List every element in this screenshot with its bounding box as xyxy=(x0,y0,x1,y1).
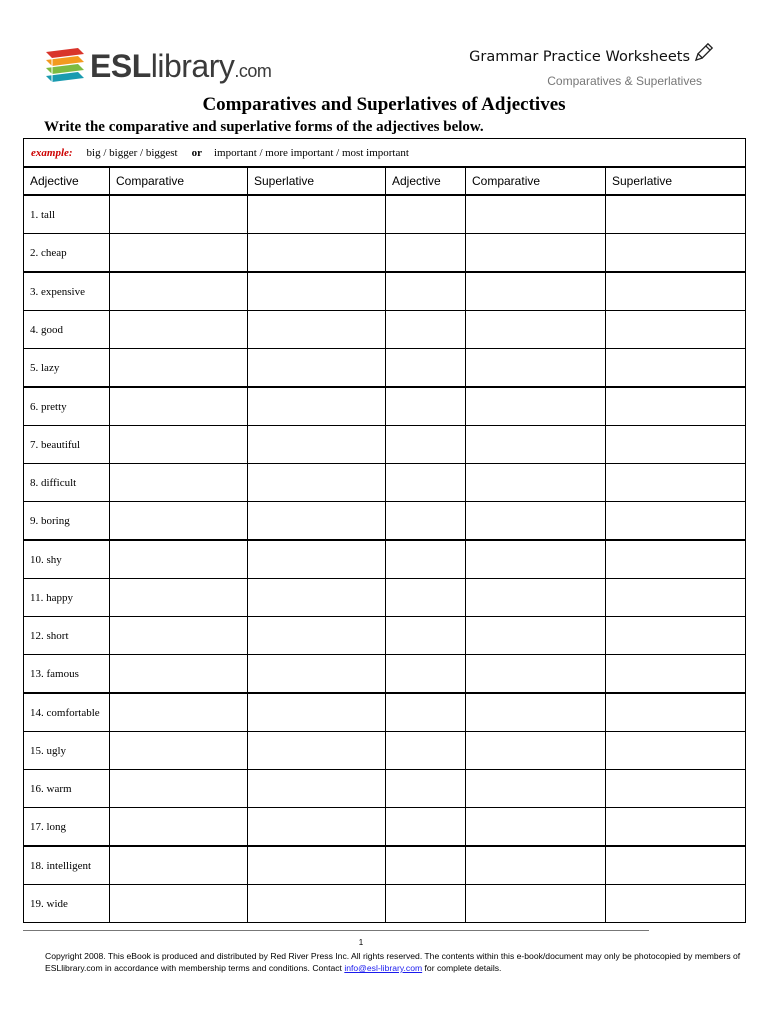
adjective-answer-cell[interactable] xyxy=(386,387,466,426)
adjective-answer-cell[interactable] xyxy=(386,272,466,311)
superlative-answer-cell-2[interactable] xyxy=(606,195,746,234)
comparative-answer-cell-2[interactable] xyxy=(466,846,606,885)
comparative-answer-cell-2[interactable] xyxy=(466,349,606,388)
page-title: Comparatives and Superlatives of Adjectives xyxy=(202,94,566,115)
superlative-answer-cell[interactable] xyxy=(248,234,386,273)
footer-divider xyxy=(23,930,649,931)
table-row xyxy=(24,195,746,234)
adjective-answer-cell[interactable] xyxy=(386,502,466,541)
adjective-answer-cell[interactable] xyxy=(386,655,466,694)
superlative-answer-cell-2[interactable] xyxy=(606,655,746,694)
comparative-answer-cell-2[interactable] xyxy=(466,579,606,617)
adjective-cell: 8. difficult xyxy=(24,464,110,502)
superlative-answer-cell[interactable] xyxy=(248,195,386,234)
superlative-answer-cell-2[interactable] xyxy=(606,426,746,464)
table-row xyxy=(24,234,746,273)
logo-brand-regular: library xyxy=(150,48,235,84)
superlative-answer-cell[interactable] xyxy=(248,655,386,694)
example-cell xyxy=(24,139,746,168)
comparative-answer-cell[interactable] xyxy=(110,349,248,388)
superlative-answer-cell-2[interactable] xyxy=(606,579,746,617)
superlative-answer-cell[interactable] xyxy=(248,464,386,502)
superlative-answer-cell[interactable] xyxy=(248,502,386,541)
superlative-answer-cell[interactable] xyxy=(248,272,386,311)
worksheet-table xyxy=(23,138,746,923)
table-row xyxy=(24,311,746,349)
table-row xyxy=(24,540,746,579)
comparative-answer-cell-2[interactable] xyxy=(466,655,606,694)
superlative-answer-cell[interactable] xyxy=(248,617,386,655)
adjective-answer-cell[interactable] xyxy=(386,732,466,770)
superlative-answer-cell[interactable] xyxy=(248,579,386,617)
copyright-text: Copyright 2008. This eBook is produced and distributed by Red River Press Inc. All rights reserved. The contents within this e-book/document may only be photocopied by members of ESLlibrary.com in accordance with membership terms and conditions. Contact xyxy=(45,951,741,973)
instructions: Write the comparative and superlative forms of the adjectives below. xyxy=(44,119,484,135)
table-row xyxy=(24,617,746,655)
superlative-answer-cell-2[interactable] xyxy=(606,732,746,770)
table-row xyxy=(24,464,746,502)
superlative-answer-cell-2[interactable] xyxy=(606,617,746,655)
superlative-answer-cell[interactable] xyxy=(248,885,386,923)
table-row xyxy=(24,272,746,311)
superlative-answer-cell-2[interactable] xyxy=(606,808,746,847)
adjective-cell: 4. good xyxy=(24,311,110,349)
superlative-answer-cell-2[interactable] xyxy=(606,464,746,502)
comparative-answer-cell-2[interactable] xyxy=(466,502,606,541)
table-row xyxy=(24,426,746,464)
comparative-answer-cell-2[interactable] xyxy=(466,195,606,234)
adjective-cell: 12. short xyxy=(24,617,110,655)
comparative-answer-cell-2[interactable] xyxy=(466,885,606,923)
comparative-answer-cell-2[interactable] xyxy=(466,693,606,732)
superlative-answer-cell[interactable] xyxy=(248,311,386,349)
adjective-cell: 10. shy xyxy=(24,540,110,579)
adjective-cell: 5. lazy xyxy=(24,349,110,388)
table-row xyxy=(24,846,746,885)
superlative-answer-cell[interactable] xyxy=(248,732,386,770)
superlative-answer-cell-2[interactable] xyxy=(606,234,746,273)
adjective-answer-cell[interactable] xyxy=(386,311,466,349)
comparative-answer-cell[interactable] xyxy=(110,540,248,579)
adjective-answer-cell[interactable] xyxy=(386,234,466,273)
logo-wordmark xyxy=(90,48,271,85)
adjective-answer-cell[interactable] xyxy=(386,579,466,617)
adjective-cell: 16. warm xyxy=(24,770,110,808)
comparative-answer-cell-2[interactable] xyxy=(466,311,606,349)
adjective-answer-cell[interactable] xyxy=(386,846,466,885)
table-row xyxy=(24,732,746,770)
superlative-answer-cell[interactable] xyxy=(248,387,386,426)
comparative-answer-cell[interactable] xyxy=(110,464,248,502)
adjective-answer-cell[interactable] xyxy=(386,770,466,808)
adjective-answer-cell[interactable] xyxy=(386,464,466,502)
adjective-cell: 6. pretty xyxy=(24,387,110,426)
table-row xyxy=(24,693,746,732)
superlative-answer-cell[interactable] xyxy=(248,846,386,885)
comparative-answer-cell-2[interactable] xyxy=(466,617,606,655)
series-title: Grammar Practice Worksheets xyxy=(469,49,690,65)
example-or: or xyxy=(191,146,202,159)
adjective-cell: 11. happy xyxy=(24,579,110,617)
example-label: example: xyxy=(31,146,73,159)
logo-brand-suffix: .com xyxy=(234,61,272,81)
comparative-answer-cell-2[interactable] xyxy=(466,770,606,808)
books-logo-icon xyxy=(44,44,88,88)
adjective-answer-cell[interactable] xyxy=(386,693,466,732)
comparative-answer-cell-2[interactable] xyxy=(466,808,606,847)
comparative-answer-cell-2[interactable] xyxy=(466,464,606,502)
pencil-icon xyxy=(692,42,714,64)
adjective-cell: 13. famous xyxy=(24,655,110,694)
contact-email-link[interactable]: info@esl-library.com xyxy=(344,963,423,973)
column-header-adjective: Adjective xyxy=(24,167,110,195)
example-second: important / more important / most important xyxy=(213,146,409,159)
table-row xyxy=(24,387,746,426)
superlative-answer-cell-2[interactable] xyxy=(606,349,746,388)
adjective-cell: 7. beautiful xyxy=(24,426,110,464)
example-row xyxy=(24,139,746,168)
adjective-answer-cell[interactable] xyxy=(386,808,466,847)
column-header-comparative: Comparative xyxy=(110,167,248,195)
table-row xyxy=(24,655,746,694)
column-header-row xyxy=(24,167,746,195)
adjective-cell: 17. long xyxy=(24,808,110,847)
adjective-answer-cell[interactable] xyxy=(386,426,466,464)
superlative-answer-cell-2[interactable] xyxy=(606,502,746,541)
table-row xyxy=(24,502,746,541)
comparative-answer-cell[interactable] xyxy=(110,770,248,808)
adjective-cell: 19. wide xyxy=(24,885,110,923)
comparative-answer-cell-2[interactable] xyxy=(466,387,606,426)
comparative-answer-cell[interactable] xyxy=(110,311,248,349)
superlative-answer-cell-2[interactable] xyxy=(606,540,746,579)
table-row xyxy=(24,885,746,923)
adjective-answer-cell[interactable] xyxy=(386,349,466,388)
page-number: 1 xyxy=(358,938,364,947)
superlative-answer-cell[interactable] xyxy=(248,426,386,464)
adjective-cell: 15. ugly xyxy=(24,732,110,770)
superlative-answer-cell[interactable] xyxy=(248,693,386,732)
superlative-answer-cell[interactable] xyxy=(248,540,386,579)
superlative-answer-cell-2[interactable] xyxy=(606,770,746,808)
comparative-answer-cell[interactable] xyxy=(110,732,248,770)
table-row xyxy=(24,349,746,388)
adjective-answer-cell[interactable] xyxy=(386,885,466,923)
comparative-answer-cell[interactable] xyxy=(110,272,248,311)
comparative-answer-cell[interactable] xyxy=(110,885,248,923)
column-header-superlative-2: Superlative xyxy=(606,167,746,195)
comparative-answer-cell[interactable] xyxy=(110,579,248,617)
superlative-answer-cell-2[interactable] xyxy=(606,272,746,311)
adjective-answer-cell[interactable] xyxy=(386,195,466,234)
comparative-answer-cell[interactable] xyxy=(110,808,248,847)
example-first: big / bigger / biggest xyxy=(86,146,178,159)
comparative-answer-cell-2[interactable] xyxy=(466,540,606,579)
adjective-cell: 18. intelligent xyxy=(24,846,110,885)
adjective-cell: 3. expensive xyxy=(24,272,110,311)
column-header-adjective-2: Adjective xyxy=(386,167,466,195)
comparative-answer-cell[interactable] xyxy=(110,617,248,655)
table-row xyxy=(24,808,746,847)
adjective-answer-cell[interactable] xyxy=(386,540,466,579)
comparative-answer-cell[interactable] xyxy=(110,195,248,234)
comparative-answer-cell-2[interactable] xyxy=(466,272,606,311)
column-header-comparative-2: Comparative xyxy=(466,167,606,195)
comparative-answer-cell-2[interactable] xyxy=(466,732,606,770)
comparative-answer-cell[interactable] xyxy=(110,234,248,273)
esl-library-logo xyxy=(44,44,284,90)
adjective-cell: 1. tall xyxy=(24,195,110,234)
comparative-answer-cell[interactable] xyxy=(110,387,248,426)
copyright-tail: for complete details. xyxy=(422,963,502,973)
series-subtitle: Comparatives & Superlatives xyxy=(547,74,702,88)
adjective-cell: 9. boring xyxy=(24,502,110,541)
comparative-answer-cell-2[interactable] xyxy=(466,426,606,464)
superlative-answer-cell-2[interactable] xyxy=(606,693,746,732)
comparative-answer-cell-2[interactable] xyxy=(466,234,606,273)
logo-brand-bold: ESL xyxy=(90,48,151,84)
adjective-cell: 14. comfortable xyxy=(24,693,110,732)
table-row xyxy=(24,579,746,617)
comparative-answer-cell[interactable] xyxy=(110,846,248,885)
superlative-answer-cell-2[interactable] xyxy=(606,311,746,349)
adjective-answer-cell[interactable] xyxy=(386,617,466,655)
copyright-notice xyxy=(45,950,745,974)
superlative-answer-cell-2[interactable] xyxy=(606,885,746,923)
adjective-cell: 2. cheap xyxy=(24,234,110,273)
comparative-answer-cell[interactable] xyxy=(110,502,248,541)
superlative-answer-cell[interactable] xyxy=(248,349,386,388)
comparative-answer-cell[interactable] xyxy=(110,426,248,464)
superlative-answer-cell[interactable] xyxy=(248,770,386,808)
superlative-answer-cell[interactable] xyxy=(248,808,386,847)
comparative-answer-cell[interactable] xyxy=(110,655,248,694)
superlative-answer-cell-2[interactable] xyxy=(606,846,746,885)
superlative-answer-cell-2[interactable] xyxy=(606,387,746,426)
table-row xyxy=(24,770,746,808)
column-header-superlative: Superlative xyxy=(248,167,386,195)
comparative-answer-cell[interactable] xyxy=(110,693,248,732)
